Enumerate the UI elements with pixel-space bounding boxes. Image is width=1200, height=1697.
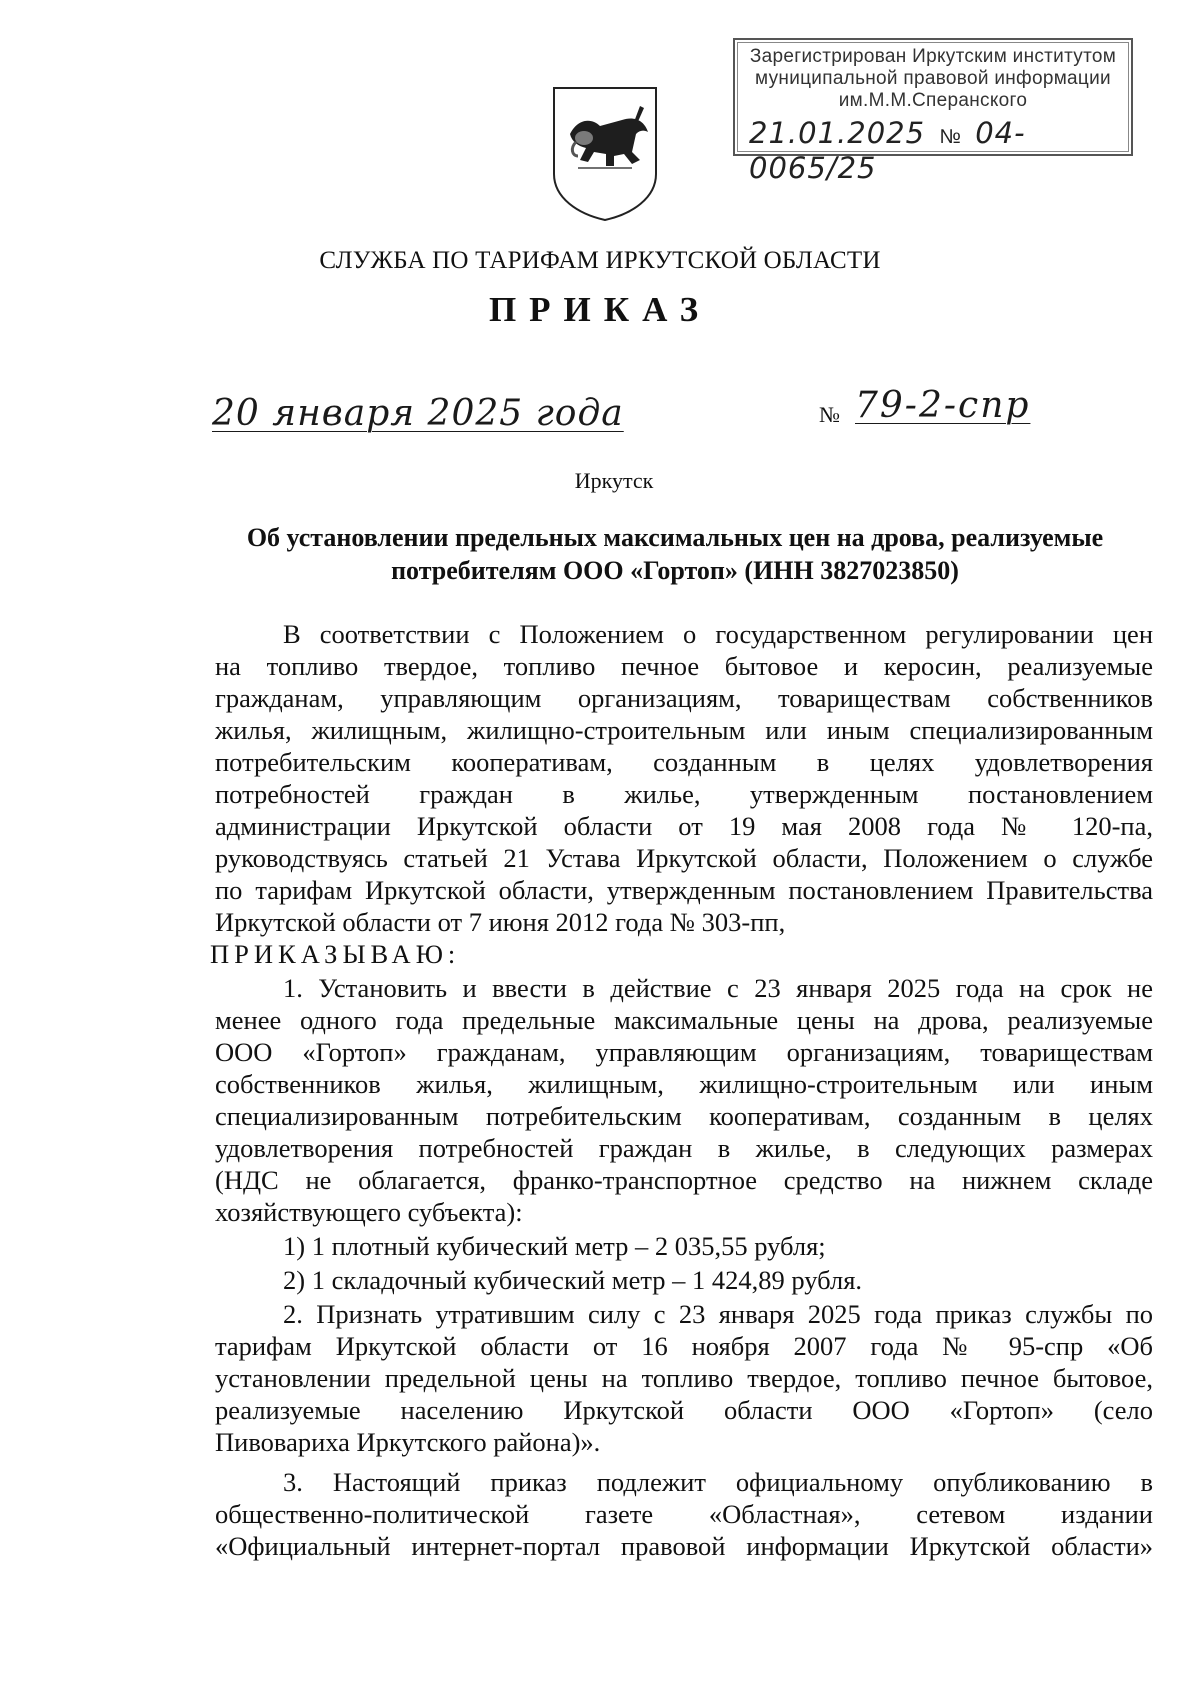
preamble-line: потребительским кооперативам, созданным в целях удовлетворения xyxy=(215,747,1153,777)
item2-line: реализуемые населению Иркутской области ООО «Гортоп» (село xyxy=(215,1395,1153,1425)
preamble-line: В соответствии с Положением о государственном регулировании цен xyxy=(283,619,1153,649)
item1-line: хозяйствующего субъекта): xyxy=(215,1197,523,1227)
item2-line: тарифам Иркутской области от 16 ноября 2007 года № 95-спр «Об xyxy=(215,1331,1153,1361)
preamble-line: по тарифам Иркутской области, утвержденным постановлением Правительства xyxy=(215,875,1153,905)
stamp-reg-no-label: № xyxy=(939,126,961,148)
document-type-heading: ПРИКАЗ xyxy=(488,290,712,329)
babr-emblem-icon xyxy=(548,82,662,222)
coat-of-arms-emblem xyxy=(548,82,662,222)
document-title xyxy=(200,521,1150,587)
order-number-label: № xyxy=(819,402,840,427)
price-item-2: 2) 1 складочный кубический метр – 1 424,89 рубля. xyxy=(283,1265,863,1295)
handwritten-order-number: 79-2-спр xyxy=(855,385,1031,426)
stamp-registration xyxy=(749,116,1129,186)
item3-line: 3. Настоящий приказ подлежит официальному опубликованию в xyxy=(283,1467,1153,1497)
stamp-line-3: им.М.М.Сперанского xyxy=(838,90,1028,111)
stamp-reg-date: 21.01.2025 xyxy=(749,116,926,150)
stamp-reg-number: 04-0065/25 xyxy=(749,116,1026,185)
item2-line: Пивовариха Иркутского района)». xyxy=(215,1427,601,1457)
preamble-line: руководствуясь статьей 21 Устава Иркутской области, Положением о службе xyxy=(215,843,1153,873)
item1-line: 1. Установить и ввести в действие с 23 января 2025 года на срок не xyxy=(283,973,1153,1003)
item1-line: собственников жилья, жилищным, жилищно-строительным или иным xyxy=(215,1069,1153,1099)
item3-line: «Официальный интернет-портал правовой информации Иркутской области» xyxy=(215,1531,1153,1561)
title-line: Об установлении предельных максимальных цен на дрова, реализуемые xyxy=(246,523,1104,552)
order-word: ПРИКАЗЫВАЮ: xyxy=(210,939,461,969)
item3-line: общественно-политической газете «Областная», сетевом издании xyxy=(215,1499,1153,1529)
preamble-line: жилья, жилищным, жилищно-строительным или иным специализированным xyxy=(215,715,1153,745)
item2-line: установлении предельной цены на топливо твердое, топливо печное бытовое, xyxy=(215,1363,1153,1393)
item2-line: 2. Признать утратившим силу с 23 января 2025 года приказ службы по xyxy=(283,1299,1153,1329)
item1-line: (НДС не облагается, франко-транспортное средство на нижнем складе xyxy=(215,1165,1153,1195)
city-name: Иркутск xyxy=(574,468,654,493)
item1-line: ООО «Гортоп» гражданам, управляющим организациям, товариществам xyxy=(215,1037,1153,1067)
title-line: потребителям ООО «Гортоп» (ИНН 3827023850) xyxy=(391,556,959,585)
item1-line: специализированным потребительским кооперативам, созданным в целях xyxy=(215,1101,1153,1131)
registration-stamp xyxy=(733,38,1133,185)
stamp-line-2: муниципальной правовой информации xyxy=(755,68,1111,89)
preamble-line: на топливо твердое, топливо печное бытовое и керосин, реализуемые xyxy=(215,651,1153,681)
price-item-1: 1) 1 плотный кубический метр – 2 035,55 рубля; xyxy=(283,1231,826,1261)
item1-line: менее одного года предельные максимальные цены на дрова, реализуемые xyxy=(215,1005,1153,1035)
preamble-line: гражданам, управляющим организациям, товариществам собственников xyxy=(215,683,1153,713)
preamble-line: администрации Иркутской области от 19 мая 2008 года № 120-па, xyxy=(215,811,1153,841)
preamble-line: Иркутской области от 7 июня 2012 года № 303-пп, xyxy=(215,907,786,937)
handwritten-date: 20 января 2025 года xyxy=(212,393,624,434)
preamble-line: потребностей граждан в жилье, утвержденным постановлением xyxy=(215,779,1153,809)
organization-name: СЛУЖБА ПО ТАРИФАМ ИРКУТСКОЙ ОБЛАСТИ xyxy=(319,247,881,274)
stamp-line-1: Зарегистрирован Иркутским институтом xyxy=(749,46,1117,67)
item1-line: удовлетворения потребностей граждан в жилье, в следующих размерах xyxy=(215,1133,1153,1163)
